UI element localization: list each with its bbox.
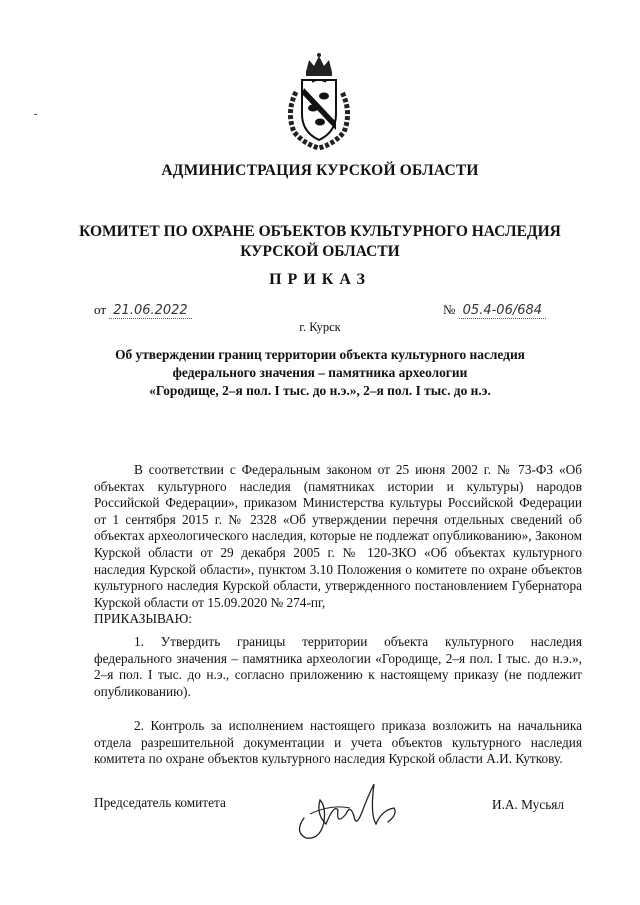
committee-title bbox=[40, 222, 600, 262]
number-prefix: № bbox=[443, 302, 456, 317]
subject-line2: федерального значения – памятника археологии bbox=[172, 365, 468, 380]
subject-line3: «Городище, 2–я пол. I тыс. до н.э.», 2–я пол. I тыс. до н.э. bbox=[149, 383, 491, 398]
committee-title-line2: КУРСКОЙ ОБЛАСТИ bbox=[240, 243, 400, 260]
order-subject bbox=[80, 346, 560, 400]
order-word: ПРИКАЗЫВАЮ: bbox=[94, 611, 192, 627]
coat-of-arms-icon bbox=[282, 52, 356, 150]
date-value: 21.06.2022 bbox=[109, 303, 191, 319]
number-row bbox=[443, 302, 546, 318]
administration-title: АДМИНИСТРАЦИЯ КУРСКОЙ ОБЛАСТИ bbox=[161, 162, 479, 179]
date-row bbox=[94, 302, 192, 318]
scan-mark bbox=[34, 114, 37, 115]
order-item-1-text: 1. Утвердить границы территории объекта культурного наследия федерального значения – памятника археологии «Городище, 2–я пол. I тыс. до н.э.», 2–я пол. I тыс. до н.э., согласно приложению к настоящему приказу (не подлежит опубликованию). bbox=[94, 634, 582, 699]
subject-line1: Об утверждении границ территории объекта культурного наследия bbox=[115, 347, 525, 362]
order-item-1 bbox=[94, 634, 582, 700]
signature-icon bbox=[290, 774, 410, 844]
preamble-paragraph bbox=[94, 462, 582, 628]
city-label: г. Курск bbox=[299, 320, 341, 334]
number-value: 05.4-06/684 bbox=[459, 303, 546, 319]
document-type: ПРИКАЗ bbox=[269, 271, 371, 288]
committee-title-line1: КОМИТЕТ ПО ОХРАНЕ ОБЪЕКТОВ КУЛЬТУРНОГО НАСЛЕДИЯ bbox=[79, 223, 561, 240]
order-item-2: 2. Контроль за исполнением настоящего приказа возложить на начальника отдела разрешительной документации и учета объектов культурного наследия комитета по охране объектов культурного наследия Курской области А.И. Куткову. bbox=[94, 718, 582, 767]
coat-of-arms-emblem bbox=[282, 52, 356, 150]
signatory-position: Председатель комитета bbox=[94, 795, 226, 810]
signatory-name: И.А. Мусьял bbox=[492, 797, 565, 812]
handwritten-signature bbox=[290, 774, 410, 844]
date-prefix: от bbox=[94, 302, 107, 317]
preamble-text: В соответствии с Федеральным законом от 25 июня 2002 г. № 73-ФЗ «Об объектах культурного наследия (памятниках истории и культуры) народов Российской Федерации», приказом Министерства культуры Российской Федерации от 1 сентября 2015 г. № 2328 «Об утверждении перечня отдельных сведений об объектах археологического наследия, которые не подлежат опубликованию», Законом Курской области от 29 декабря 2005 г. № 120-ЗКО «Об объектах культурного наследия Курской области», пунктом 3.10 Положения о комитете по охране объектов культурного наследия Курской области, утвержденного постановлением Губернатора Курской области от 15.09.2020 № 274-пг, bbox=[94, 462, 582, 610]
